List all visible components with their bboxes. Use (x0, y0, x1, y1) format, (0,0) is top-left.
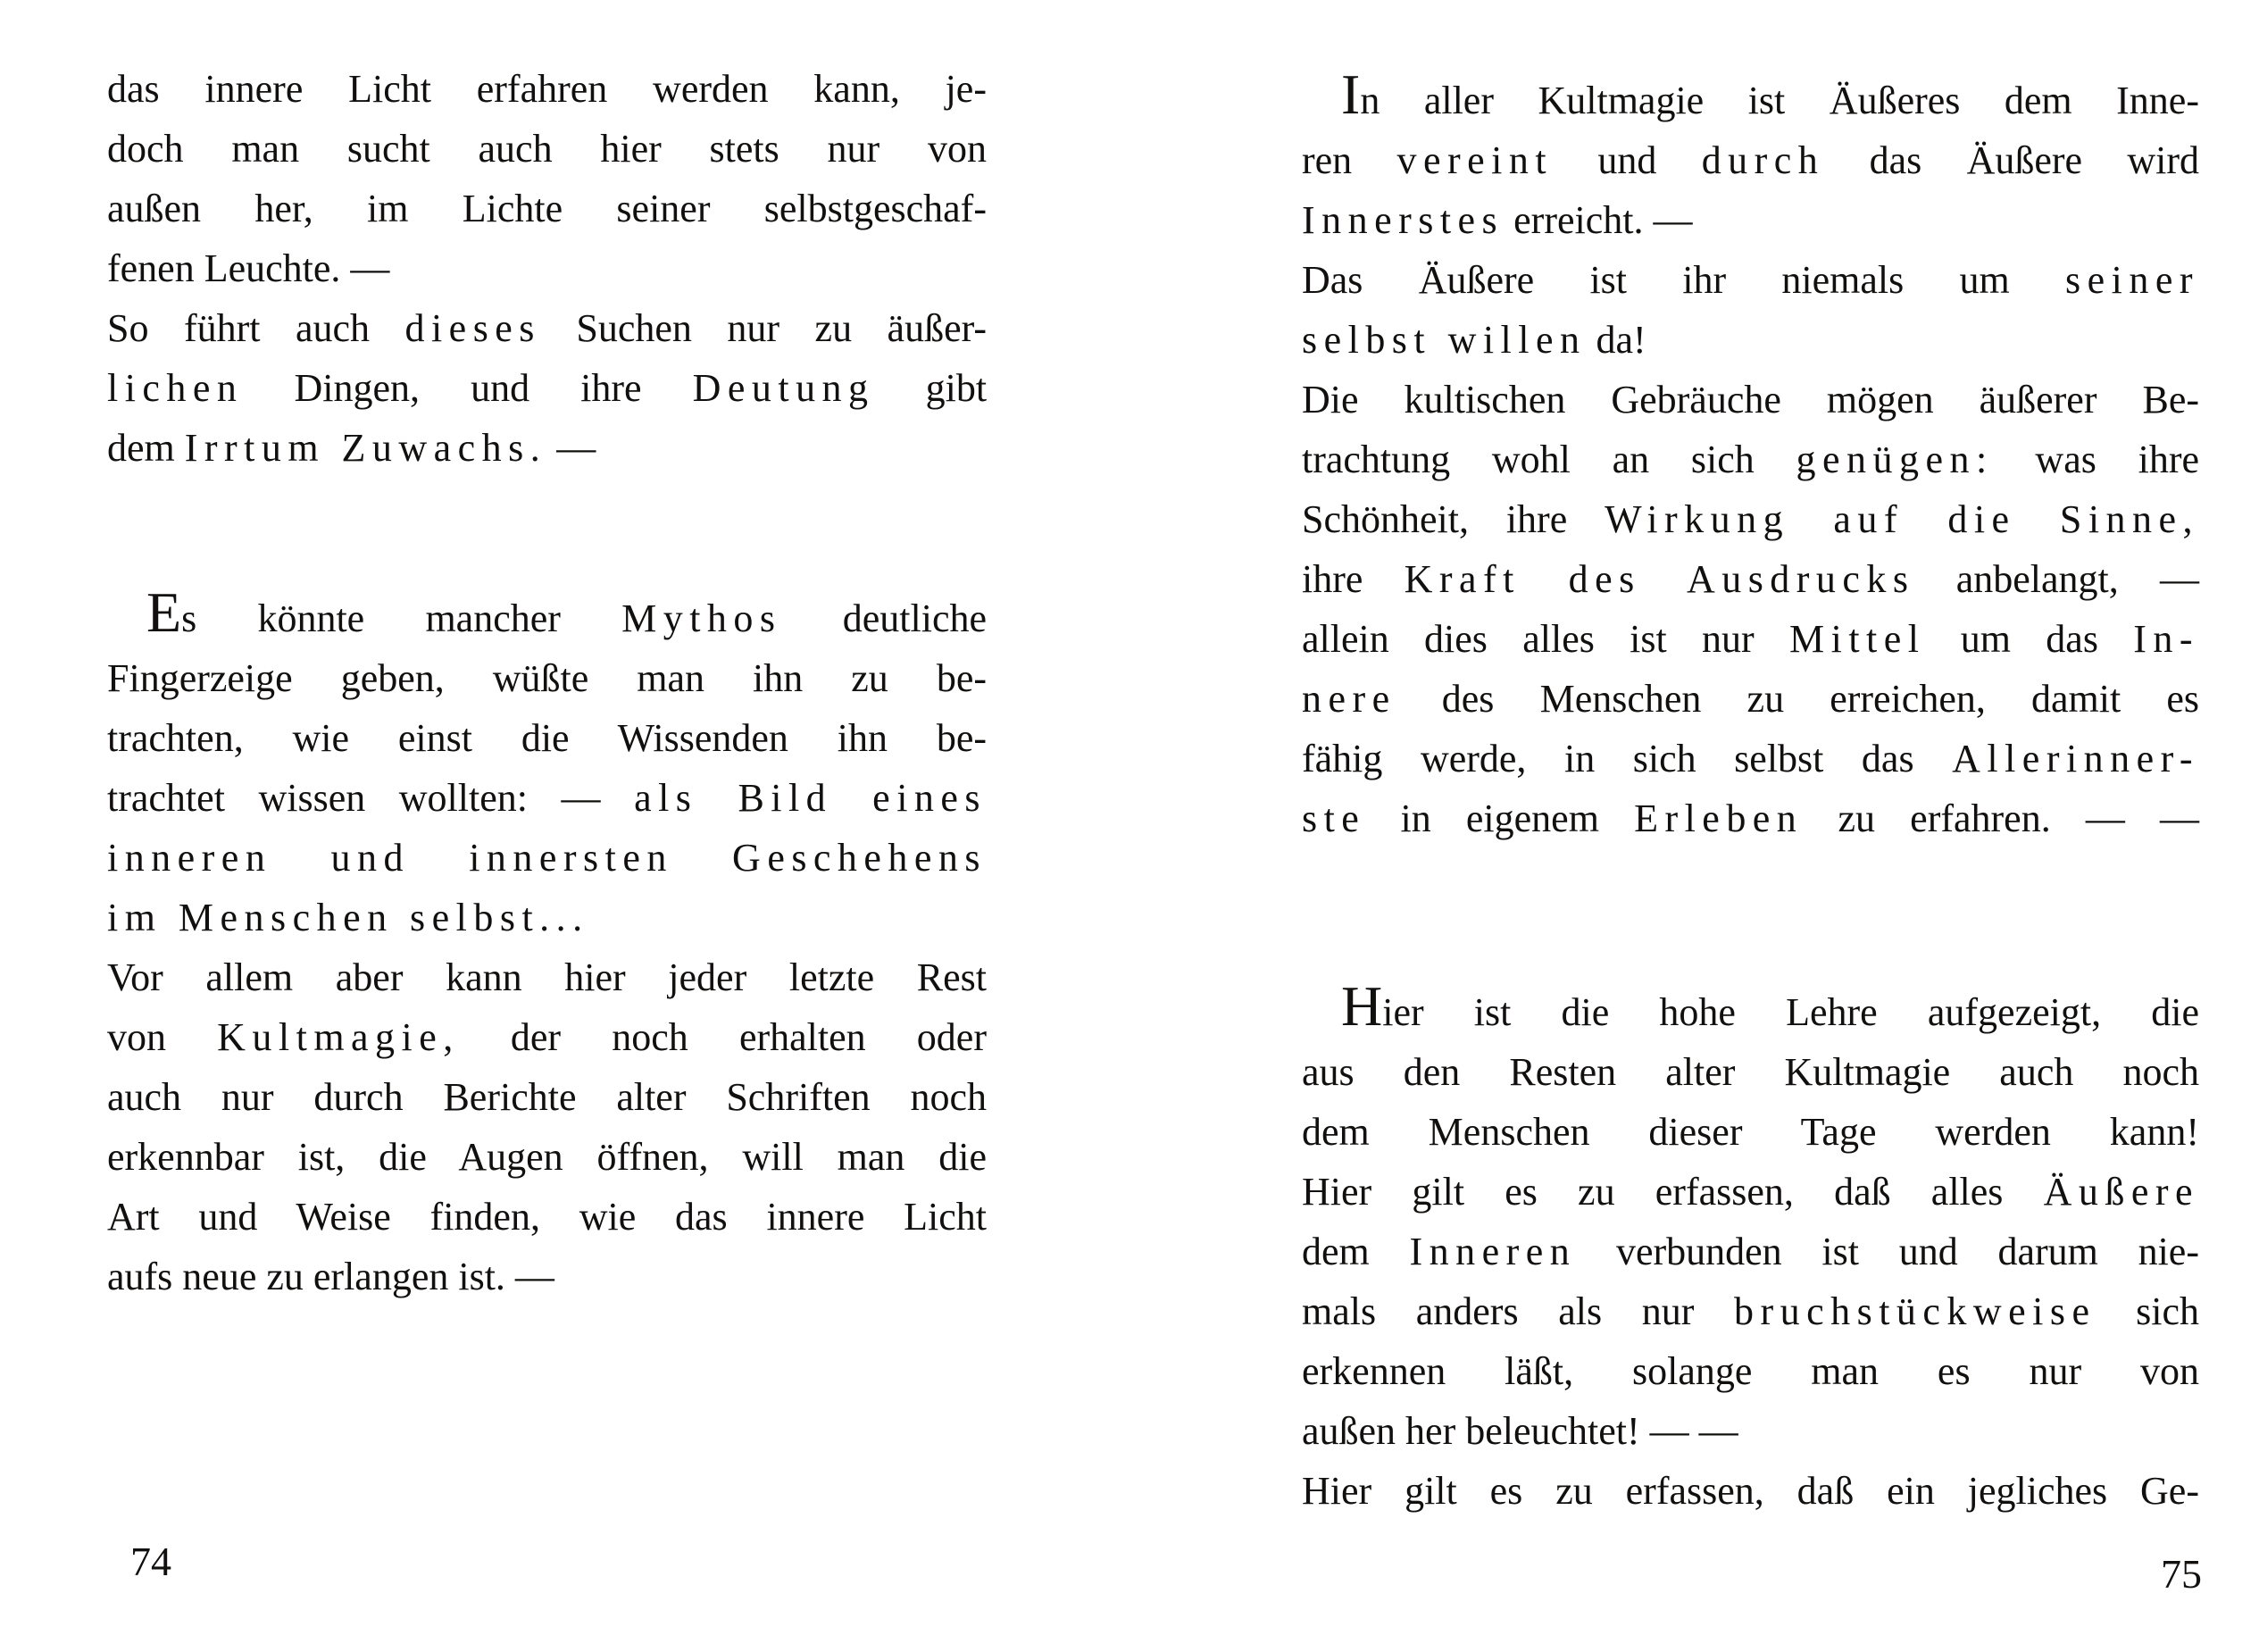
text-line (107, 59, 987, 119)
text-line (107, 888, 987, 947)
text-line (1302, 669, 2199, 729)
text-segment: erreicht. — (1513, 198, 1693, 242)
text-segment: inneren und innersten Geschehens (107, 836, 987, 880)
text-segment: dem (107, 426, 175, 470)
text-segment: genügen: (1796, 438, 1994, 481)
text-segment: erkennbar ist, die Augen öffnen, will man die (107, 1135, 987, 1179)
text-segment: Inneren (1409, 1230, 1577, 1273)
text-segment: doch man sucht auch hier stets nur von (107, 127, 987, 171)
text-segment: Art und Weise finden, wie das innere Licht (107, 1195, 987, 1239)
text-segment: aufs neue zu erlangen ist. — (107, 1255, 554, 1298)
text-segment: Fingerzeige geben, wüßte man ihn zu be- (107, 656, 987, 700)
text-line (1302, 1401, 2199, 1461)
text-line (107, 358, 987, 418)
text-segment: dieses (404, 306, 541, 350)
text-segment: trachtet wissen wollten: — (107, 776, 601, 820)
page-left-text-column (107, 59, 987, 1306)
text-segment: was ihre (2035, 438, 2199, 481)
page-number-left: 74 (130, 1539, 171, 1584)
text-segment: ste (1302, 797, 1366, 840)
text-line (107, 768, 987, 828)
page-right-text-column (1302, 64, 2199, 1521)
text-line (1302, 1102, 2199, 1162)
text-segment: Äußere (2043, 1170, 2199, 1214)
paragraph-block (1302, 64, 2199, 848)
text-segment: trachten, wie einst die Wissenden ihn be- (107, 716, 987, 760)
text-line (107, 947, 987, 1007)
text-line (107, 119, 987, 179)
text-line (1302, 310, 2199, 370)
text-segment: außen her, im Lichte seiner selbstgeschaf- (107, 187, 987, 230)
text-line (1302, 788, 2199, 848)
text-line (1302, 190, 2199, 250)
text-segment: deutliche (842, 597, 987, 640)
text-segment: In- (2133, 617, 2200, 661)
text-segment: Kultmagie, (217, 1015, 460, 1059)
text-segment: verbunden ist und darum nie- (1615, 1230, 2199, 1273)
text-segment: fähig werde, in sich selbst das (1302, 737, 1914, 780)
text-segment: bruchstückweise (1734, 1289, 2096, 1333)
text-segment: anbelangt, — (1955, 557, 2200, 601)
text-segment: von (107, 1015, 166, 1059)
text-line (107, 582, 987, 648)
text-segment: erkennen läßt, solange man es nur von (1302, 1349, 2199, 1393)
text-segment: Irrtum Zuwachs. (184, 426, 547, 470)
text-line (1302, 1222, 2199, 1281)
text-segment: ier ist die hohe Lehre aufgezeigt, die (1382, 990, 2199, 1034)
text-segment: da! (1596, 318, 1646, 362)
text-segment: um das (1960, 617, 2098, 661)
text-segment: Schönheit, ihre (1302, 497, 1568, 541)
text-line (107, 298, 987, 358)
text-segment: der noch erhalten oder (510, 1015, 987, 1059)
text-line (107, 1127, 987, 1187)
text-segment: Suchen nur zu äußer- (576, 306, 988, 350)
paragraph-block (107, 59, 987, 478)
text-segment: So führt auch (107, 306, 371, 350)
paragraph-initial: I (1341, 63, 1361, 126)
text-segment: lichen (107, 366, 244, 410)
paragraph-block (107, 582, 987, 1306)
text-segment: Das Äußere ist ihr niemals um (1302, 258, 2010, 302)
text-line (1302, 609, 2199, 669)
text-segment: fenen Leuchte. — (107, 246, 390, 290)
paragraph-initial: H (1341, 974, 1383, 1038)
paragraph-initial: E (146, 580, 182, 644)
text-line (107, 1187, 987, 1247)
text-line (1302, 250, 2199, 310)
text-segment: dem Menschen dieser Tage werden kann! (1302, 1110, 2199, 1154)
text-line (107, 1247, 987, 1306)
text-segment: Hier gilt es zu erfassen, daß alles (1302, 1170, 2004, 1214)
text-line (1302, 489, 2199, 549)
text-line (107, 179, 987, 238)
text-segment: ihre (1302, 557, 1363, 601)
text-line (107, 418, 987, 478)
text-line (107, 828, 987, 888)
text-segment: Mittel (1789, 617, 1926, 661)
text-segment: auch nur durch Berichte alter Schriften noch (107, 1075, 987, 1119)
text-line (107, 648, 987, 708)
text-segment: als Bild eines (634, 776, 987, 820)
page-number-right: 75 (2161, 1551, 2202, 1597)
text-segment: im Menschen selbst... (107, 896, 589, 939)
text-line (107, 238, 987, 298)
text-line (1302, 64, 2199, 130)
text-line (1302, 729, 2199, 788)
text-segment: seiner (2065, 258, 2199, 302)
text-segment: ren (1302, 138, 1353, 182)
text-segment: Wirkung auf die Sinne, (1605, 497, 2199, 541)
text-segment: Die kultischen Gebräuche mögen äußerer Be- (1302, 378, 2199, 421)
text-line (1302, 976, 2199, 1042)
text-segment: Kraft des Ausdrucks (1404, 557, 1915, 601)
text-line (1302, 430, 2199, 489)
text-segment: das Äußere wird (1869, 138, 2200, 182)
text-segment: trachtung wohl an sich (1302, 438, 1755, 481)
text-line (107, 708, 987, 768)
text-line (1302, 130, 2199, 190)
text-segment: Deutung (692, 366, 875, 410)
text-line (1302, 1341, 2199, 1401)
text-line (1302, 1162, 2199, 1222)
text-segment: vereint (1396, 138, 1554, 182)
text-segment: und (1597, 138, 1657, 182)
text-segment: — (556, 426, 596, 470)
text-segment: mals anders als nur (1302, 1289, 1695, 1333)
text-segment: Vor allem aber kann hier jeder letzte Rest (107, 955, 987, 999)
text-segment: in eigenem (1400, 797, 1599, 840)
text-line (107, 1007, 987, 1067)
text-segment: außen her beleuchtet! — — (1302, 1409, 1738, 1453)
text-segment: des Menschen zu erreichen, damit es (1441, 677, 2199, 721)
text-segment: Mythos (621, 597, 782, 640)
text-segment: das innere Licht erfahren werden kann, je- (107, 67, 987, 111)
text-segment: Dingen, und ihre (294, 366, 642, 410)
text-segment: sich (2136, 1289, 2200, 1333)
text-segment: n aller Kultmagie ist Äußeres dem Inne- (1360, 79, 2199, 122)
text-segment: Innerstes (1302, 198, 1505, 242)
text-segment: Erleben (1634, 797, 1804, 840)
text-segment: durch (1701, 138, 1825, 182)
text-segment: s könnte mancher (181, 597, 561, 640)
text-segment: dem (1302, 1230, 1370, 1273)
text-line (1302, 370, 2199, 430)
text-segment: aus den Resten alter Kultmagie auch noch (1302, 1050, 2199, 1094)
text-segment: Hier gilt es zu erfassen, daß ein jegliches Ge- (1302, 1469, 2199, 1513)
text-line (107, 1067, 987, 1127)
text-line (1302, 1461, 2199, 1521)
text-segment: gibt (925, 366, 988, 410)
paragraph-block (1302, 976, 2199, 1521)
text-segment: Allerinner- (1952, 737, 2200, 780)
text-segment: selbst willen (1302, 318, 1587, 362)
text-segment: nere (1302, 677, 1396, 721)
text-line (1302, 549, 2199, 609)
text-segment: zu erfahren. — — (1838, 797, 2200, 840)
text-segment: allein dies alles ist nur (1302, 617, 1755, 661)
text-line (1302, 1042, 2199, 1102)
text-line (1302, 1281, 2199, 1341)
